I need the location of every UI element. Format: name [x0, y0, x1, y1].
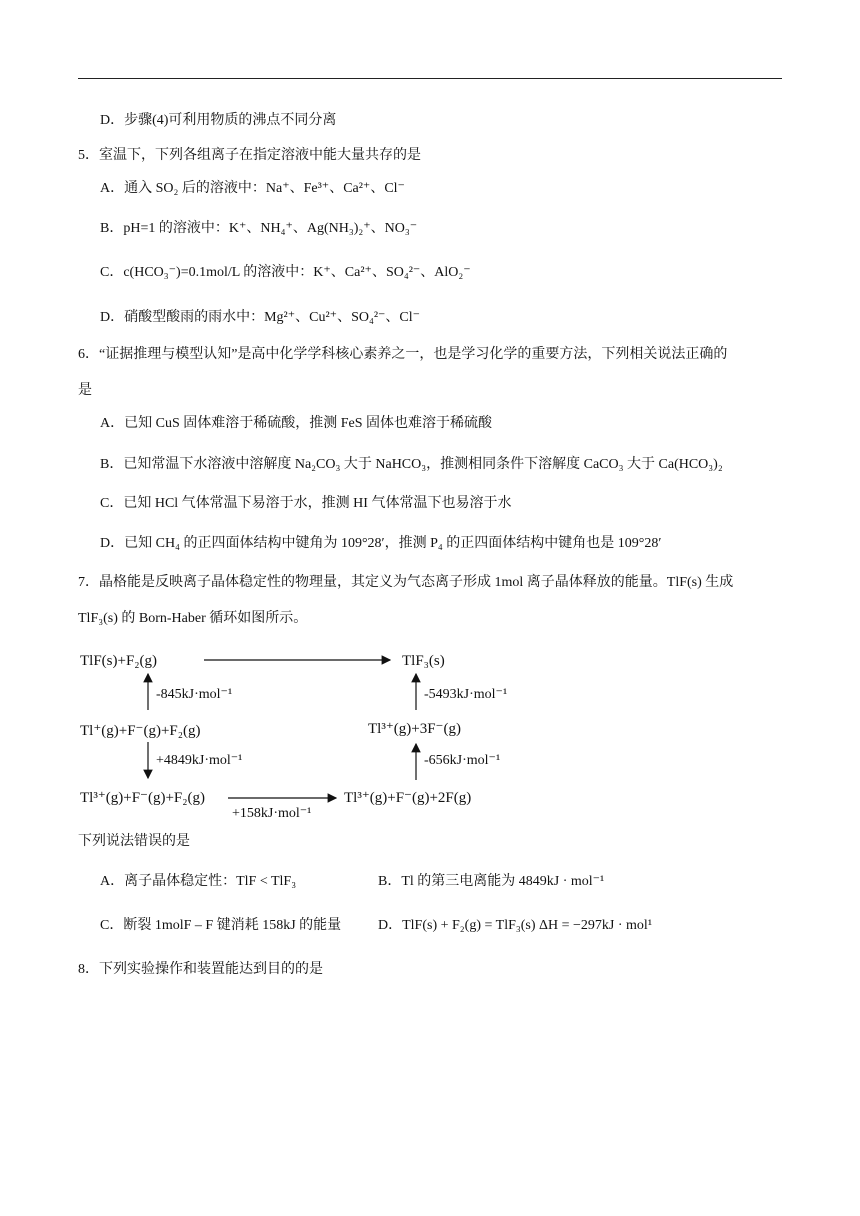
- q8-stem: 8．下列实验操作和装置能达到目的的是: [78, 962, 323, 977]
- q6-option-c: C．已知 HCl 气体常温下易溶于水，推测 HI 气体常温下也易溶于水: [100, 496, 512, 511]
- q5-option-b: B．pH=1 的溶液中：K⁺、NH₄⁺、Ag(NH₃)₂⁺、NO₃⁻: [100, 221, 418, 236]
- diagram-bottom-right: Tl³⁺(g)+F⁻(g)+2F(g): [344, 790, 472, 806]
- q6-option-a: A．已知 CuS 固体难溶于稀硫酸，推测 FeS 固体也难溶于稀硫酸: [100, 416, 493, 431]
- diagram-energy-158: +158kJ·mol⁻¹: [232, 806, 312, 821]
- q7-stem-line1: 7．晶格能是反映离子晶体稳定性的物理量，其定义为气态离子形成 1mol 离子晶体释放的能量。TlF(s) 生成: [78, 575, 734, 590]
- diagram-energy-656: -656kJ·mol⁻¹: [424, 753, 501, 768]
- diagram-tlf3-end: TlF₃(s): [402, 653, 445, 669]
- q6-stem-line1: 6．“证据推理与模型认知”是高中化学学科核心素养之一，也是学习化学的重要方法，下列相关说法正确的: [78, 347, 728, 362]
- born-haber-cycle-diagram: [78, 640, 538, 830]
- q5-option-a: A．通入 SO₂ 后的溶液中：Na⁺、Fe³⁺、Ca²⁺、Cl⁻: [100, 181, 405, 196]
- header-rule: [78, 78, 782, 79]
- diagram-energy-5493: -5493kJ·mol⁻¹: [424, 687, 508, 702]
- q7-option-a: A．离子晶体稳定性：TlF < TlF₃: [100, 874, 297, 889]
- q7-stem-line2: TlF₃(s) 的 Born-Haber 循环如图所示。: [78, 611, 308, 626]
- diagram-bottom-left: Tl³⁺(g)+F⁻(g)+F₂(g): [80, 790, 205, 806]
- q5-option-d: D．硝酸型酸雨的雨水中：Mg²⁺、Cu²⁺、SO₄²⁻、Cl⁻: [100, 310, 421, 325]
- diagram-energy-4849: +4849kJ·mol⁻¹: [156, 753, 243, 768]
- q7-option-d: D．TlF(s) + F₂(g) = TlF₃(s) ΔH = −297kJ · mol¹: [378, 918, 653, 933]
- q6-option-d: D．已知 CH₄ 的正四面体结构中键角为 109°28′，推测 P₄ 的正四面体结构中键角也是 109°28′: [100, 536, 662, 551]
- q7-option-c: C．断裂 1molF – F 键消耗 158kJ 的能量: [100, 918, 342, 933]
- q7-option-b: B．Tl 的第三电离能为 4849kJ · mol⁻¹: [378, 874, 605, 889]
- q7-ask: 下列说法错误的是: [78, 834, 190, 849]
- q5-stem: 5．室温下，下列各组离子在指定溶液中能大量共存的是: [78, 148, 421, 163]
- diagram-mid-right: Tl³⁺(g)+3F⁻(g): [368, 721, 461, 737]
- q5-option-c: C．c(HCO₃⁻)=0.1mol/L 的溶液中：K⁺、Ca²⁺、SO₄²⁻、AlO₂⁻: [100, 265, 471, 280]
- q4-option-d: D．步骤(4)可利用物质的沸点不同分离: [100, 113, 337, 128]
- diagram-energy-845: -845kJ·mol⁻¹: [156, 687, 233, 702]
- q6-option-b: B．已知常温下水溶液中溶解度 Na₂CO₃ 大于 NaHCO₃，推测相同条件下溶解度 CaCO₃ 大于 Ca(HCO₃)₂: [100, 457, 723, 472]
- q6-stem-line2: 是: [78, 383, 92, 398]
- diagram-tlf-start: TlF(s)+F₂(g): [80, 653, 158, 669]
- diagram-mid-left: Tl⁺(g)+F⁻(g)+F₂(g): [80, 723, 201, 739]
